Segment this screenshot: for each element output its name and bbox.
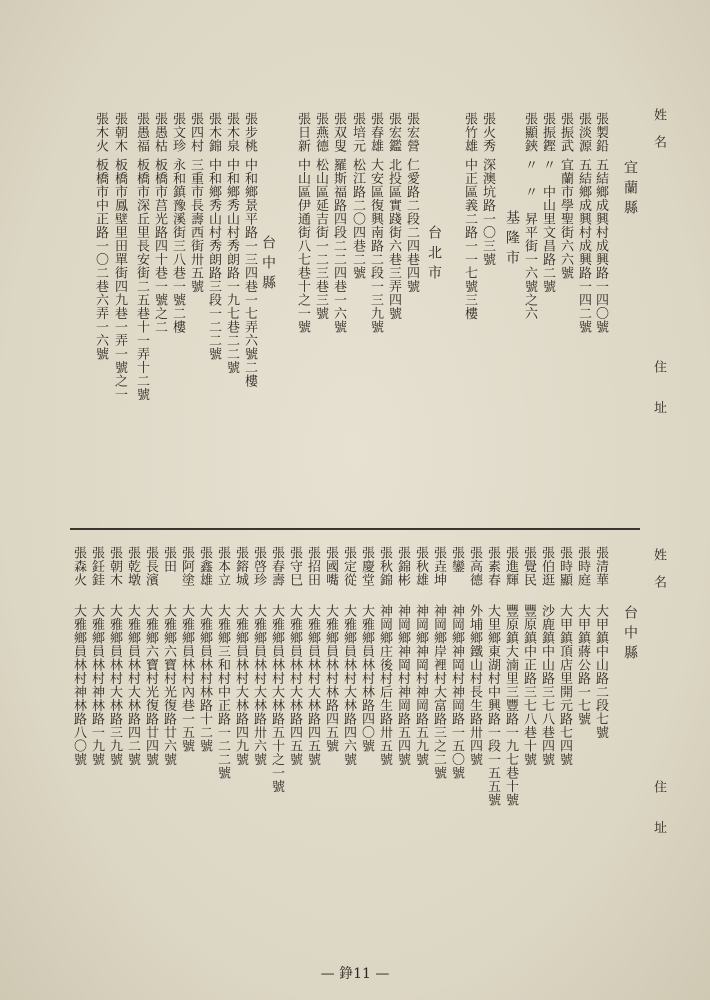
person-address: 板橋市中正路一〇二巷六弄一六號 bbox=[93, 158, 108, 361]
person-address: 大安區復興南路二段一三九號 bbox=[368, 158, 383, 334]
person-name: 張啓珍 bbox=[251, 546, 266, 587]
person-name: 張火秀 bbox=[480, 112, 495, 153]
person-name: 張春雄 bbox=[368, 112, 383, 153]
person-address: 宜蘭市學聖街六六號 bbox=[558, 158, 573, 280]
person-name: 張長濱 bbox=[143, 546, 158, 587]
person-name: 張本立 bbox=[215, 546, 230, 587]
person-address: 神岡鄉庄後村后生路卅五號 bbox=[377, 604, 392, 766]
person-name: 張春壽 bbox=[269, 546, 284, 587]
person-name: 張木錦 bbox=[206, 112, 221, 153]
heading-taichung-county: 台中縣 bbox=[622, 605, 638, 665]
person-address: 大雅鄉員林村林路四〇號 bbox=[359, 604, 374, 753]
person-name: 張慶堂 bbox=[359, 546, 374, 587]
name-column-label-bottom: 姓 名 bbox=[651, 548, 666, 589]
person-address: 五結鄉成興村成興路一四二號 bbox=[576, 158, 591, 334]
person-name: 張國嘴 bbox=[323, 546, 338, 587]
person-name: 張顯鋏 bbox=[522, 112, 537, 153]
person-address: 羅斯福路四段二二四巷一六號 bbox=[331, 158, 346, 334]
person-name: 張日新 bbox=[295, 112, 310, 153]
person-name: 張時顯 bbox=[557, 546, 572, 587]
person-name: 張素春 bbox=[485, 546, 500, 587]
person-name: 張鑾 bbox=[449, 546, 464, 573]
person-address: 松山區延吉街一二三巷三號 bbox=[313, 158, 328, 320]
person-name: 張招田 bbox=[305, 546, 320, 587]
person-name: 張双叟 bbox=[331, 112, 346, 153]
person-name: 張定從 bbox=[341, 546, 356, 587]
person-name: 張乾墩 bbox=[125, 546, 140, 587]
person-address: 板橋市鳳壁里田單街四九巷一弄一號之一 bbox=[112, 158, 127, 401]
person-name: 張愚福 bbox=[134, 112, 149, 153]
person-address: 深澳坑路一〇三號 bbox=[480, 158, 495, 266]
person-address: 大雅鄉員林村林路十二號 bbox=[197, 604, 212, 753]
person-address: 三重市長壽西街卅五號 bbox=[188, 158, 203, 293]
person-name: 張秋雄 bbox=[413, 546, 428, 587]
person-address: 豐原鎮中正路三七八巷十號 bbox=[521, 604, 536, 766]
person-address: 永和鎮豫溪街三八巷一號二樓 bbox=[170, 158, 185, 334]
person-address: 仁愛路二段二四巷四號 bbox=[404, 158, 419, 293]
person-address: 豐原鎮大湳里三豐路一九七巷十號 bbox=[503, 604, 518, 807]
person-address: 中和鄉秀山村秀朗路三段一二二號 bbox=[206, 158, 221, 361]
person-address: 大里鄉東湖村中興路一段一五五號 bbox=[485, 604, 500, 807]
person-address: 五結鄉成興村成興路一四〇號 bbox=[593, 158, 608, 334]
person-address: 大雅鄉員林村內巷一五號 bbox=[179, 604, 194, 753]
heading-taipei-city: 台北市 bbox=[426, 225, 442, 285]
person-name: 張垚坤 bbox=[431, 546, 446, 587]
person-name: 張秋錦 bbox=[377, 546, 392, 587]
person-address: 大甲鎮頂店里開元路七四號 bbox=[557, 604, 572, 766]
person-name: 張高德 bbox=[467, 546, 482, 587]
person-address: 松江路二〇四巷二號 bbox=[350, 158, 365, 280]
person-name: 張宏鑑 bbox=[386, 112, 401, 153]
person-address: 神岡鄉岸裡村大富路三之二號 bbox=[431, 604, 446, 780]
person-address: 大雅鄉員林村大林路四五號 bbox=[287, 604, 302, 766]
person-address: 中正區義二路一一七號三樓 bbox=[462, 158, 477, 320]
address-column-label-bottom: 住 址 bbox=[651, 780, 666, 834]
person-address: 大雅鄉員林村大林路四五號 bbox=[305, 604, 320, 766]
person-name: 張清華 bbox=[593, 546, 608, 587]
person-address: 神岡鄉神岡村神岡路五九號 bbox=[413, 604, 428, 766]
person-address: 大雅鄉員林村大林路卅六號 bbox=[251, 604, 266, 766]
person-address: 大雅鄉員林村大林路四二號 bbox=[125, 604, 140, 766]
address-column-label: 住 址 bbox=[651, 360, 666, 414]
person-name: 張鑫雄 bbox=[197, 546, 212, 587]
person-address: 北投區實踐街六巷三弄四號 bbox=[386, 158, 401, 320]
person-name: 張錦彬 bbox=[395, 546, 410, 587]
person-address: 板橋市深丘里長安街二五巷十一弄十二號 bbox=[134, 158, 149, 401]
person-name: 張振鏗 bbox=[540, 112, 555, 153]
person-address: 大雅鄉員林村神林路八〇號 bbox=[71, 604, 86, 766]
person-name: 張四村 bbox=[188, 112, 203, 153]
person-name: 張鎔城 bbox=[233, 546, 248, 587]
person-name: 張愚枯 bbox=[152, 112, 167, 153]
person-name: 張振武 bbox=[558, 112, 573, 153]
person-name: 張培元 bbox=[350, 112, 365, 153]
person-address: 〃 〃 昇平街一六號之六 bbox=[522, 158, 537, 320]
page-number: — 錚11 — bbox=[320, 966, 390, 982]
person-name: 張鈓銈 bbox=[89, 546, 104, 587]
person-name: 張步桃 bbox=[242, 112, 257, 153]
person-address: 大雅鄉員林村大林路五十之一號 bbox=[269, 604, 284, 793]
heading-yilan-county: 宜蘭縣 bbox=[622, 160, 638, 220]
person-name: 張田 bbox=[161, 546, 176, 573]
person-name: 張燕德 bbox=[313, 112, 328, 153]
person-address: 外埔鄉鐵山村長生路卅四號 bbox=[467, 604, 482, 766]
heading-taichung-county-top: 台中縣 bbox=[260, 235, 276, 295]
person-address: 大雅鄉六寶村光復路廿六號 bbox=[161, 604, 176, 766]
person-address: 大雅鄉三和村中正路一二二號 bbox=[215, 604, 230, 780]
person-address: 大甲鎮蔣公路一七號 bbox=[575, 604, 590, 726]
person-name: 張時庭 bbox=[575, 546, 590, 587]
person-address: 〃 中山里文昌路二號 bbox=[540, 158, 555, 293]
person-name: 張淡源 bbox=[576, 112, 591, 153]
person-address: 大雅鄉員林村大林路四六號 bbox=[341, 604, 356, 766]
person-address: 中山區伊通街八七巷十之一號 bbox=[295, 158, 310, 334]
person-name: 張木泉 bbox=[224, 112, 239, 153]
person-name: 張竹雄 bbox=[462, 112, 477, 153]
person-address: 大雅鄉員林村大林路三九號 bbox=[107, 604, 122, 766]
person-name: 張森火 bbox=[71, 546, 86, 587]
section-divider bbox=[70, 528, 640, 530]
person-address: 大雅鄉員林村林路四五號 bbox=[323, 604, 338, 753]
person-address: 沙鹿鎮中山路三七八巷四號 bbox=[539, 604, 554, 766]
person-address: 板橋市莒光路四十巷一號之二 bbox=[152, 158, 167, 334]
person-name: 張阿塗 bbox=[179, 546, 194, 587]
person-address: 大雅鄉員林村大林路四九號 bbox=[233, 604, 248, 766]
person-name: 張覺民 bbox=[521, 546, 536, 587]
person-name: 張朝木 bbox=[107, 546, 122, 587]
person-name: 張製鉛 bbox=[593, 112, 608, 153]
person-address: 神岡鄉神岡村神岡路五四號 bbox=[395, 604, 410, 766]
person-name: 張朝木 bbox=[112, 112, 127, 153]
person-address: 中和鄉秀山村秀朗路一九七巷二二號 bbox=[224, 158, 239, 374]
person-address: 大甲鎮中山路二段七號 bbox=[593, 604, 608, 739]
person-address: 大雅鄉員林村神林路一九號 bbox=[89, 604, 104, 766]
person-name: 張伯逛 bbox=[539, 546, 554, 587]
name-column-label: 姓 名 bbox=[651, 108, 666, 149]
person-name: 張宏營 bbox=[404, 112, 419, 153]
person-address: 大雅鄉六寶村光復路廿四號 bbox=[143, 604, 158, 766]
person-address: 神岡鄉神岡村神岡路一五〇號 bbox=[449, 604, 464, 780]
person-name: 張文珍 bbox=[170, 112, 185, 153]
person-name: 張守巳 bbox=[287, 546, 302, 587]
person-address: 中和鄉景平路一三四巷一七弄六號二樓 bbox=[242, 158, 257, 388]
person-name: 張進輝 bbox=[503, 546, 518, 587]
person-name: 張木火 bbox=[93, 112, 108, 153]
heading-keelung-city: 基隆市 bbox=[504, 210, 520, 270]
